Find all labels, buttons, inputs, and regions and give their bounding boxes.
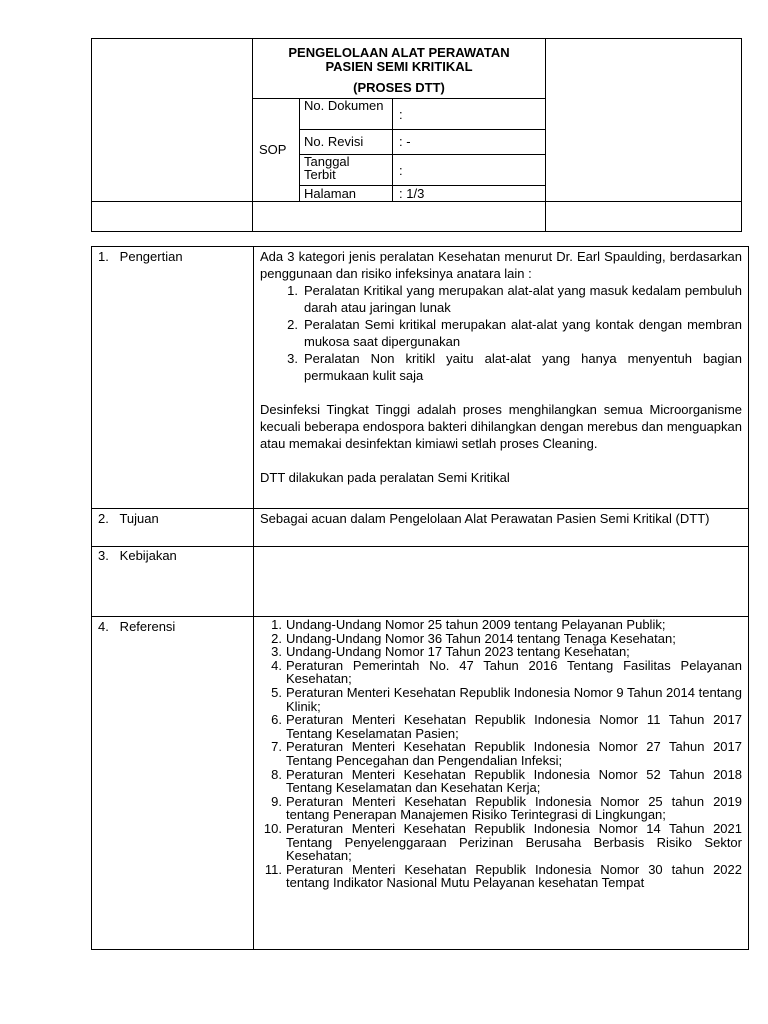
meta-grid-top-line <box>253 98 545 99</box>
meta-row-line-1 <box>299 129 545 130</box>
list-item: 4. Peraturan Pemerintah No. 47 Tahun 2016 Tentang Fasilitas Pelayanan Kesehatan; <box>271 657 742 687</box>
pengertian-paragraph-semi: DTT dilakukan pada peralatan Semi Kritikal <box>260 470 510 485</box>
pengertian-intro: Ada 3 kategori jenis peralatan Kesehatan menurut Dr. Earl Spaulding, berdasarkan penggunaan dan risiko infeksinya anatara lain : <box>260 249 742 281</box>
list-item: 5. Peraturan Menteri Kesehatan Republik Indonesia Nomor 9 Tahun 2014 tentang Klinik; <box>271 684 742 714</box>
title-line-1: PENGELOLAAN ALAT PERAWATAN <box>288 45 510 60</box>
document-title <box>253 46 545 95</box>
list-item: 6. Peraturan Menteri Kesehatan Republik Indonesia Nomor 11 Tahun 2017 Tentang Keselamatan Pasien; <box>271 712 742 741</box>
header-divider-right <box>545 39 546 231</box>
list-item: 1. Peralatan Kritikal yang merupakan alat-alat yang masuk kedalam pembuluh darah atau jaringan lunak <box>287 283 742 315</box>
list-item: 8. Peraturan Menteri Kesehatan Republik Indonesia Nomor 52 Tahun 2018 Tentang Keselamatan dan Kesehatan Kerja; <box>271 766 742 796</box>
list-item: 1. Undang-Undang Nomor 25 tahun 2009 tentang Pelayanan Publik; <box>271 617 666 632</box>
sop-label: SOP <box>259 142 287 157</box>
header-bottom-separator <box>92 201 741 202</box>
title-line-3: (PROSES DTT) <box>353 80 445 95</box>
row-separator-2 <box>92 546 748 547</box>
list-item: 7. Peraturan Menteri Kesehatan Republik Indonesia Nomor 27 Tahun 2017 Tentang Pencegahan dan Pengendalian Infeksi; <box>271 739 742 768</box>
pengertian-content <box>260 248 742 486</box>
pengertian-paragraph-dtt: Desinfeksi Tingkat Tinggi adalah proses menghilangkan semua Microorganisme kecuali beberapa endospora bakteri dihilangkan dengan merebus dan menguapkan atau memakai desinfektan kimiawi setlah proses Cleaning. <box>260 402 742 451</box>
meta-label-no-revisi: No. Revisi <box>304 134 364 149</box>
list-item: 3. Peralatan Non kritikl yaitu alat-alat yang hanya menyentuh bagian permukaan kulit saja <box>287 351 742 383</box>
tujuan-text: Sebagai acuan dalam Pengelolaan Alat Perawatan Pasien Semi Kritikal (DTT) <box>260 511 710 526</box>
kebijakan-label: 3. Kebijakan <box>98 548 177 563</box>
list-item: 10. Peraturan Menteri Kesehatan Republik Indonesia Nomor 14 Tahun 2021 Tentang Penyelenggaraan Perizinan Berusaha Berbasis Risiko Sektor Kesehatan; <box>263 820 742 864</box>
pengertian-label: 1. Pengertian <box>98 249 183 264</box>
tujuan-label: 2. Tujuan <box>98 511 159 526</box>
list-item: 9. Peraturan Menteri Kesehatan Republik Indonesia Nomor 25 tahun 2019 tentang Penerapan Manajemen Risiko Terintegrasi di Lingkungan; <box>271 793 742 823</box>
meta-value-halaman: : 1/3 <box>399 186 425 201</box>
meta-label-no-dokumen: No. Dokumen <box>304 98 384 113</box>
list-item: 2. Undang-Undang Nomor 36 Tahun 2014 tentang Tenaga Kesehatan; <box>271 630 676 646</box>
list-item: 11. Peraturan Menteri Kesehatan Republik Indonesia Nomor 30 tahun 2022 tentang Indikator Nasional Mutu Pelayanan kesehatan Tempat <box>264 861 742 891</box>
list-item: 3. Undang-Undang Nomor 17 Tahun 2023 tentang Kesehatan; <box>271 644 630 660</box>
meta-label-halaman: Halaman <box>304 186 357 201</box>
header-table <box>91 38 742 232</box>
referensi-list <box>256 618 742 890</box>
pengertian-list <box>282 282 742 384</box>
list-item: 2. Peralatan Semi kritikal merupakan alat-alat yang kontak dengan membran mukosa saat dipergunakan <box>287 317 742 349</box>
content-table <box>91 246 749 950</box>
meta-value-no-dokumen: : <box>399 107 403 122</box>
meta-value-tanggal-terbit: : <box>399 163 403 178</box>
content-column-divider <box>253 247 254 949</box>
referensi-label: 4. Referensi <box>98 619 176 634</box>
row-separator-1 <box>92 508 748 509</box>
meta-label-tanggal-terbit: Tanggal Terbit <box>304 154 350 182</box>
title-line-2: PASIEN SEMI KRITIKAL <box>325 59 473 74</box>
meta-value-no-revisi: : - <box>399 134 411 149</box>
